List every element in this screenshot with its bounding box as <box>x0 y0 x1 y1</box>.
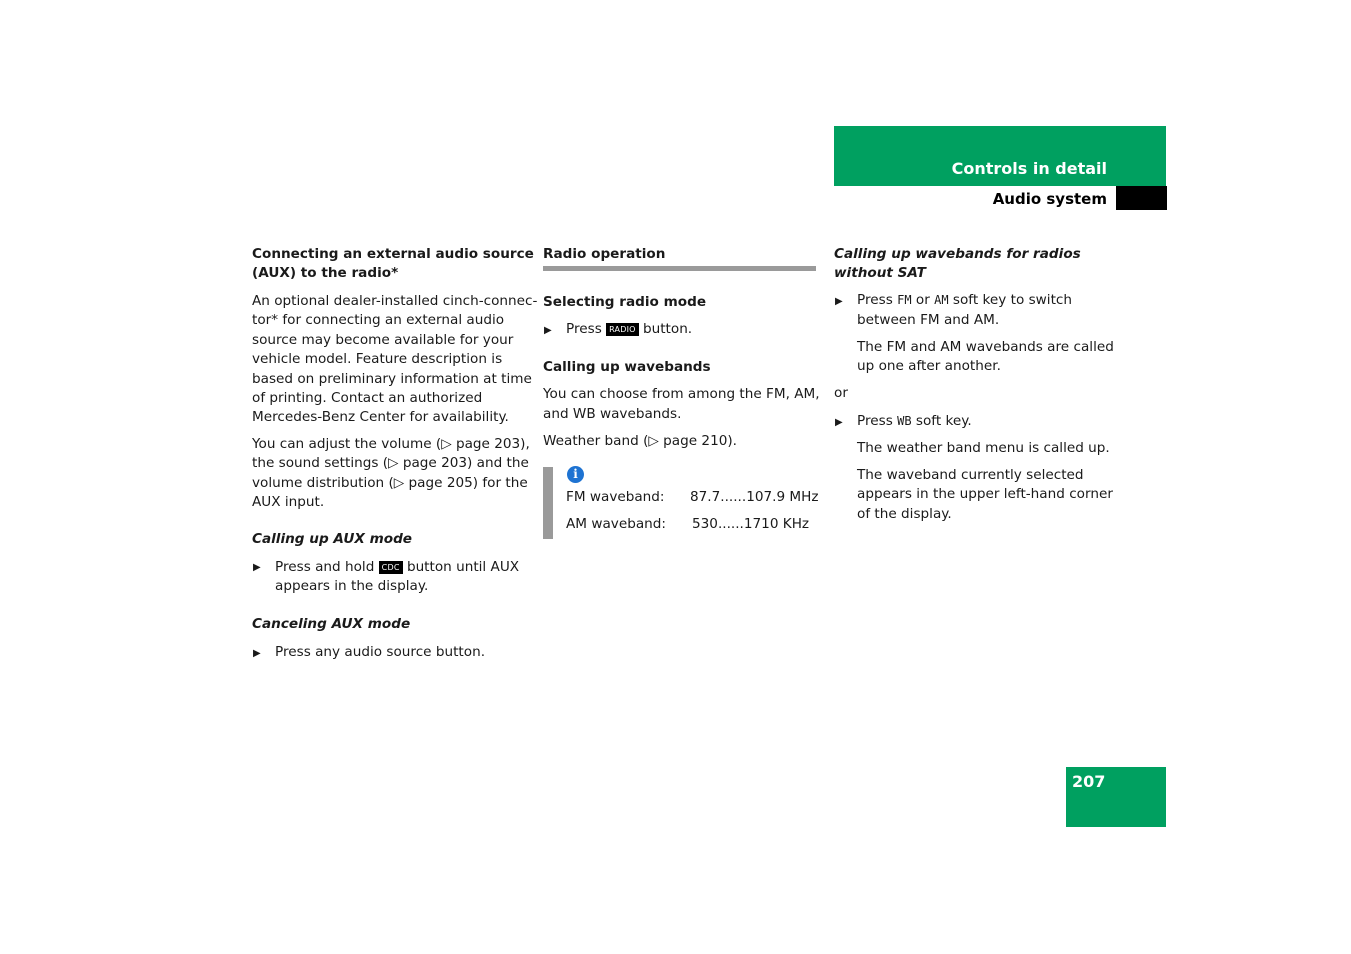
wavebands-text-line2: and WB wavebands. <box>543 406 682 422</box>
weather-band-text: Weather band (▷ page 210). <box>543 433 738 449</box>
wb-result: The weather band menu is called up. <box>857 440 1110 456</box>
canceling-aux-heading: Canceling AUX mode <box>252 616 411 632</box>
wb-note-line1: The waveband currently selected <box>857 467 1084 483</box>
step-text: soft key. <box>915 413 972 429</box>
aux-paragraph-1 <box>252 292 537 428</box>
fm-waveband-value: 87.7......107.9 MHz <box>690 489 819 505</box>
fm-softkey: FM <box>897 293 912 307</box>
text-line: vehicle model. Feature description is <box>252 351 503 368</box>
section-title: Controls in detail <box>951 159 1107 178</box>
text-line: tor* for connecting an external audio <box>252 312 505 329</box>
wavebands-sat-heading-line1: Calling up wavebands for radios <box>834 246 1081 262</box>
aux-paragraph-2 <box>252 435 530 513</box>
calling-aux-step-line2: appears in the display. <box>275 578 429 594</box>
wb-note-line2: appears in the upper left-hand corner <box>857 486 1113 502</box>
step-text: soft key to switch <box>952 292 1072 308</box>
calling-wavebands-heading: Calling up wavebands <box>543 359 711 375</box>
aux-heading-line2: (AUX) to the radio* <box>252 265 399 281</box>
selecting-radio-heading: Selecting radio mode <box>543 294 707 310</box>
text-line: An optional dealer-installed cinch-connec- <box>252 293 538 309</box>
cdc-key: CDC <box>379 561 403 574</box>
step-text: button. <box>642 321 693 337</box>
info-box-bar <box>543 467 553 539</box>
heading-rule <box>543 266 816 271</box>
text-line: AUX input. <box>252 494 325 511</box>
wb-step <box>857 412 972 431</box>
text-line: volume distribution (▷ page 205) for the <box>252 474 528 491</box>
bullet-arrow-icon: ▶ <box>835 417 843 428</box>
step-text: Press <box>566 321 602 337</box>
wavebands-sat-heading-line2: without SAT <box>834 265 926 281</box>
canceling-aux-step: Press any audio source button. <box>275 644 486 660</box>
fm-am-step-line2: between FM and AM. <box>857 312 1000 328</box>
fm-am-result-line1: The FM and AM wavebands are called <box>857 339 1114 355</box>
text-line: source may become available for your <box>252 331 514 348</box>
fm-am-step <box>857 291 1072 310</box>
page-number: 207 <box>1072 772 1106 791</box>
radio-operation-heading: Radio operation <box>543 246 666 262</box>
header-black-tab <box>1116 186 1167 210</box>
bullet-arrow-icon: ▶ <box>544 325 552 336</box>
step-text: Press <box>857 292 893 308</box>
fm-waveband-label: FM waveband: <box>566 489 665 505</box>
bullet-arrow-icon: ▶ <box>253 562 261 573</box>
am-waveband-label: AM waveband: <box>566 516 666 532</box>
radio-key: RADIO <box>606 323 639 336</box>
step-text: or <box>915 292 930 308</box>
calling-aux-heading: Calling up AUX mode <box>252 531 413 547</box>
bullet-arrow-icon: ▶ <box>253 648 261 659</box>
wavebands-text-line1: You can choose from among the FM, AM, <box>543 386 820 402</box>
selecting-radio-step <box>566 320 692 339</box>
step-text: Press <box>857 413 893 429</box>
step-text: Press and hold <box>275 559 375 575</box>
text-line: based on preliminary information at time <box>252 370 532 387</box>
bullet-arrow-icon: ▶ <box>835 296 843 307</box>
step-text: button until AUX <box>406 559 520 575</box>
text-line: Mercedes-Benz Center for availability. <box>252 409 509 426</box>
am-waveband-value: 530......1710 KHz <box>692 516 810 532</box>
am-softkey: AM <box>934 293 949 307</box>
calling-aux-step <box>275 558 519 577</box>
text-line: of printing. Contact an authorized <box>252 390 483 407</box>
text-line: the sound settings (▷ page 203) and the <box>252 455 529 472</box>
wb-softkey: WB <box>897 414 912 428</box>
section-subtitle: Audio system <box>992 190 1107 208</box>
wb-note-line3: of the display. <box>857 506 952 522</box>
fm-am-result-line2: up one after another. <box>857 358 1001 374</box>
info-icon: i <box>567 466 584 483</box>
aux-heading-line1: Connecting an external audio source <box>252 246 534 262</box>
or-text: or <box>834 385 848 401</box>
text-line: You can adjust the volume (▷ page 203), <box>252 436 530 452</box>
